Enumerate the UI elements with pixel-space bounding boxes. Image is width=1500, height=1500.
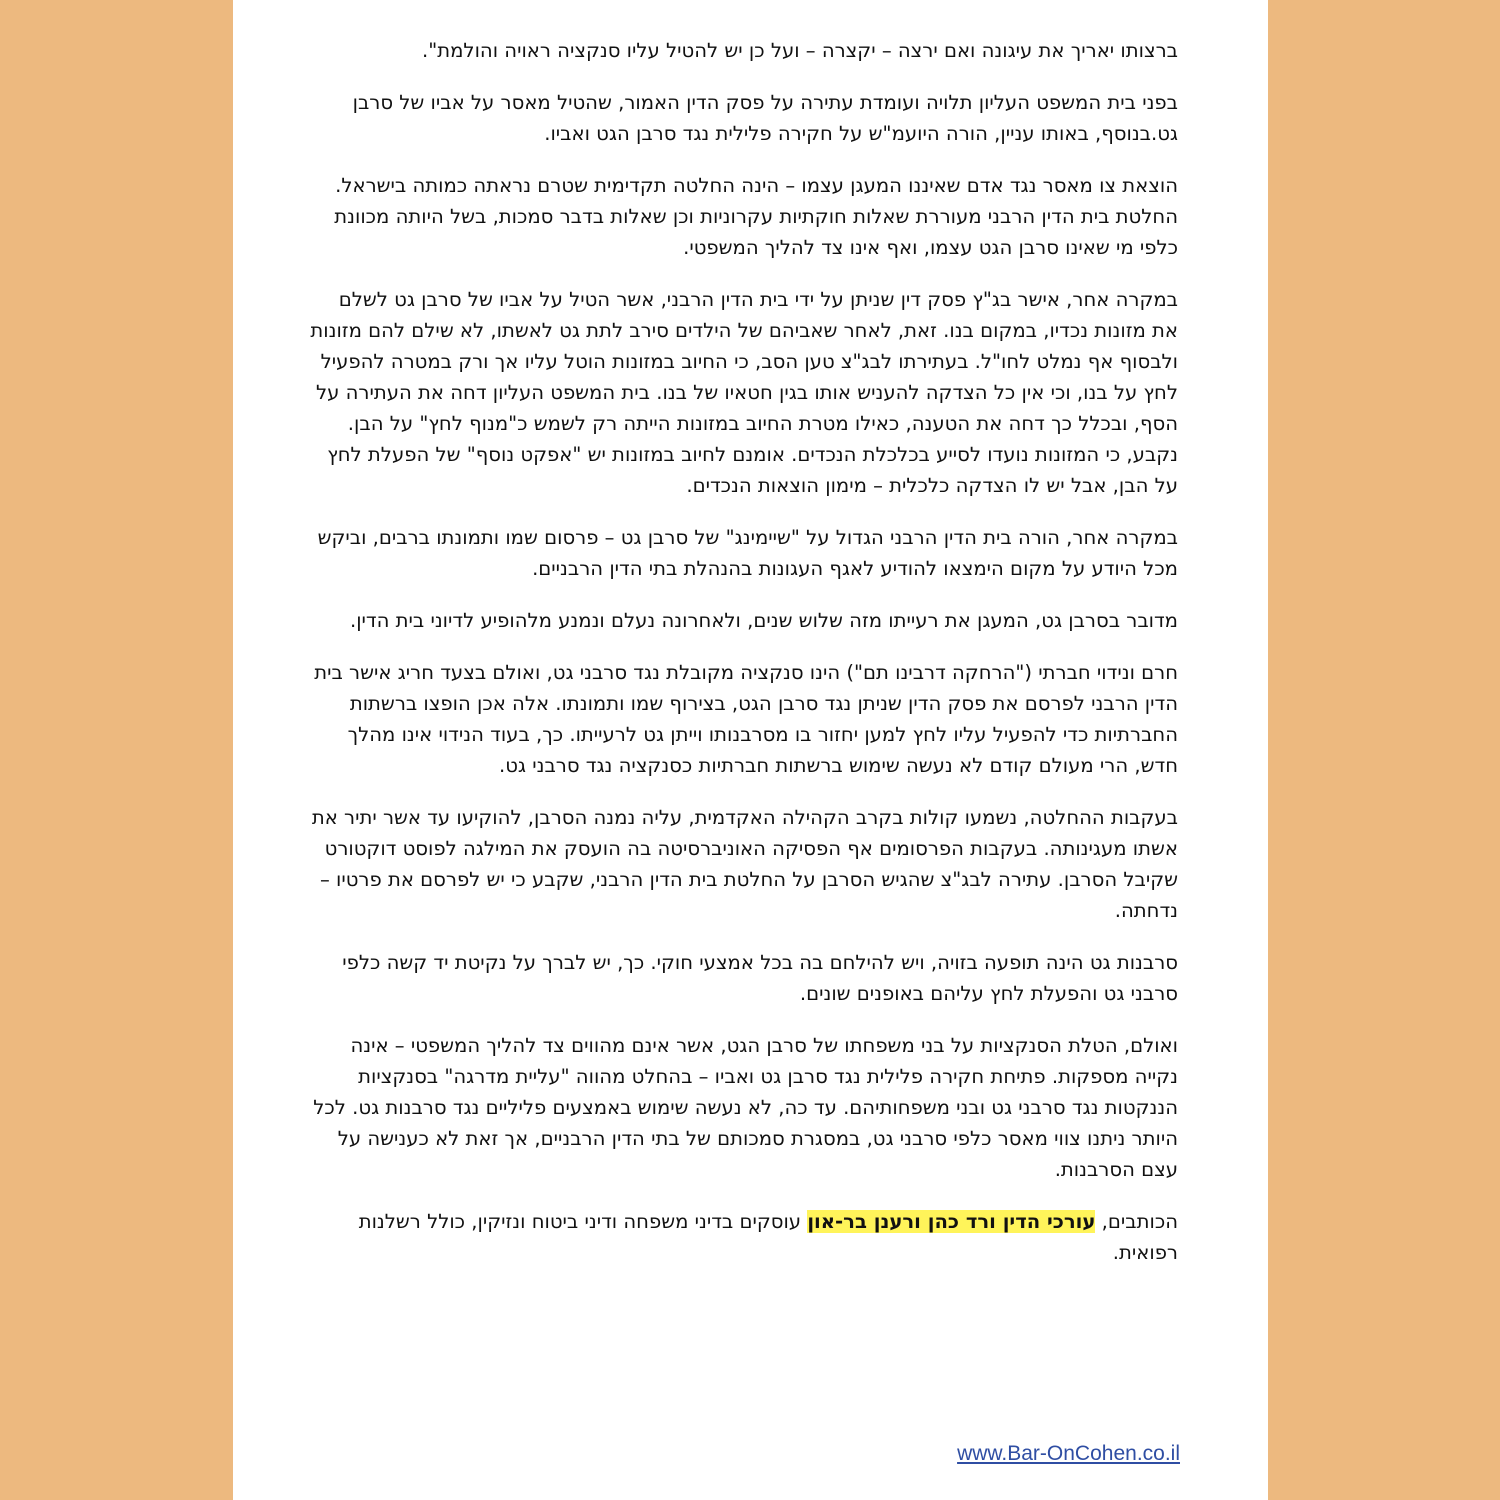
authors-prefix: הכותבים, (1101, 1210, 1178, 1233)
article-body (308, 35, 1178, 1289)
document-page (233, 0, 1268, 1500)
paragraph-5: במקרה אחר, הורה בית הדין הרבני הגדול על "שיימינג" של סרבן גט – פרסום שמו ותמונתו ברבים, וביקש מכל היודע על מקום הימצאו להודיע לאגף העגונות בהנהלת בתי הדין הרבניים. (317, 526, 1178, 580)
paragraph-9: סרבנות גט הינה תופעה בזויה, ויש להילחם בה בכל אמצעי חוקי. כך, יש לברך על נקיטת יד קשה כלפי סרבני גט והפעלת לחץ עליהם באופנים שונים. (342, 951, 1178, 1005)
website-link[interactable]: www.Bar-OnCohen.co.il (957, 1442, 1180, 1465)
paragraph-10: ואולם, הטלת הסנקציות על בני משפחתו של סרבן הגט, אשר אינם מהווים צד להליך המשפטי – אינה נקייה מספקות. פתיחת חקירה פלילית נגד סרבן גט ואביו – בהחלט מהווה "עליית מדרגה" בסנקציות הננקטות נגד סרבני גט ובני משפחותיהם. עד כה, לא נעשה שימוש באמצעים פליליים נגד סרבנות גט. לכל היותר ניתנו צווי מאסר כלפי סרבני גט, במסגרת סמכותם של בתי הדין הרבניים, אך זאת לא כענישה על עצם הסרבנות. (313, 1034, 1178, 1181)
paragraph-4: במקרה אחר, אישר בג"ץ פסק דין שניתן על ידי בית הדין הרבני, אשר הטיל על אביו של סרבן גט לשלם את מזונות נכדיו, במקום בנו. זאת, לאחר שאביהם של הילדים סירב לתת גט לאשתו, לא שילם להם מזונות ולבסוף אף נמלט לחו"ל. בעתירתו לבג"צ טען הסב, כי החיוב במזונות הוטל עליו אך ורק במטרה להפעיל לחץ על בנו, וכי אין כל הצדקה להעניש אותו בגין חטאיו של בנו. בית המשפט העליון דחה את העתירה על הסף, ובכלל כך דחה את הטענה, כאילו מטרת החיוב במזונות הייתה רק לשמש כ"מנוף לחץ" על הבן. נקבע, כי המזונות נועדו לסייע בכלכלת הנכדים. אומנם לחיוב במזונות יש "אפקט נוסף" של הפעלת לחץ על הבן, אבל יש לו הצדקה כלכלית – מימון הוצאות הנכדים. (310, 288, 1178, 497)
paragraph-1: ברצותו יאריך את עיגונה ואם ירצה – יקצרה – ועל כן יש להטיל עליו סנקציה ראויה והולמת". (422, 39, 1178, 62)
paragraph-3: הוצאת צו מאסר נגד אדם שאיננו המעגן עצמו – הינה החלטה תקדימית שטרם נראתה כמותה בישראל. החלטת בית הדין הרבני מעוררת שאלות חוקתיות עקרוניות וכן שאלות בדבר סמכות, בשל היותה מכוונת כלפי מי שאינו סרבן הגט עצמו, ואף אינו צד להליך המשפטי. (334, 174, 1178, 259)
paragraph-8: בעקבות ההחלטה, נשמעו קולות בקרב הקהילה האקדמית, עליה נמנה הסרבן, להוקיעו עד אשר יתיר את אשתו מעגינותה. בעקבות הפרסומים אף הפסיקה האוניברסיטה בה הועסק את המילגה לפוסט דוקטורט שקיבל הסרבן. עתירה לבג"צ שהגיש הסרבן על החלטת בית הדין הרבני, שקבע כי יש לפרסם את פרטיו – נדחתה. (311, 806, 1178, 922)
authors-suffix: עוסקים בדיני משפחה ודיני ביטוח ונזיקין, כולל רשלנות רפואית. (358, 1210, 1178, 1264)
paragraph-6: מדובר בסרבן גט, המעגן את רעייתו מזה שלוש שנים, ולאחרונה נעלם ונמנע מלהופיע לדיוני בית הדין. (349, 609, 1178, 632)
authors-highlight: עורכי הדין ורד כהן ורענן בר-און (807, 1210, 1096, 1233)
authors-paragraph (308, 1206, 1178, 1268)
paragraph-7: חרם ונידוי חברתי ("הרחקה דרבינו תם") הינו סנקציה מקובלת נגד סרבני גט, ואולם בצעד חריג אישר בית הדין הרבני לפרסם את פסק הדין שניתן נגד סרבן הגט, בצירוף שמו ותמונתו. אלה אכן הופצו ברשתות החברתיות כדי להפעיל עליו לחץ למען יחזור בו מסרבנותו וייתן גט לרעייתו. כך, בעוד הנידוי אינו מהלך חדש, הרי מעולם קודם לא נעשה שימוש ברשתות חברתיות כסנקציה נגד סרבני גט. (314, 661, 1178, 777)
paragraph-2: בפני בית המשפט העליון תלויה ועומדת עתירה על פסק הדין האמור, שהטיל מאסר על אביו של סרבן גט.בנוסף, באותו עניין, הורה היועמ"ש על חקירה פלילית נגד סרבן הגט ואביו. (352, 91, 1178, 145)
